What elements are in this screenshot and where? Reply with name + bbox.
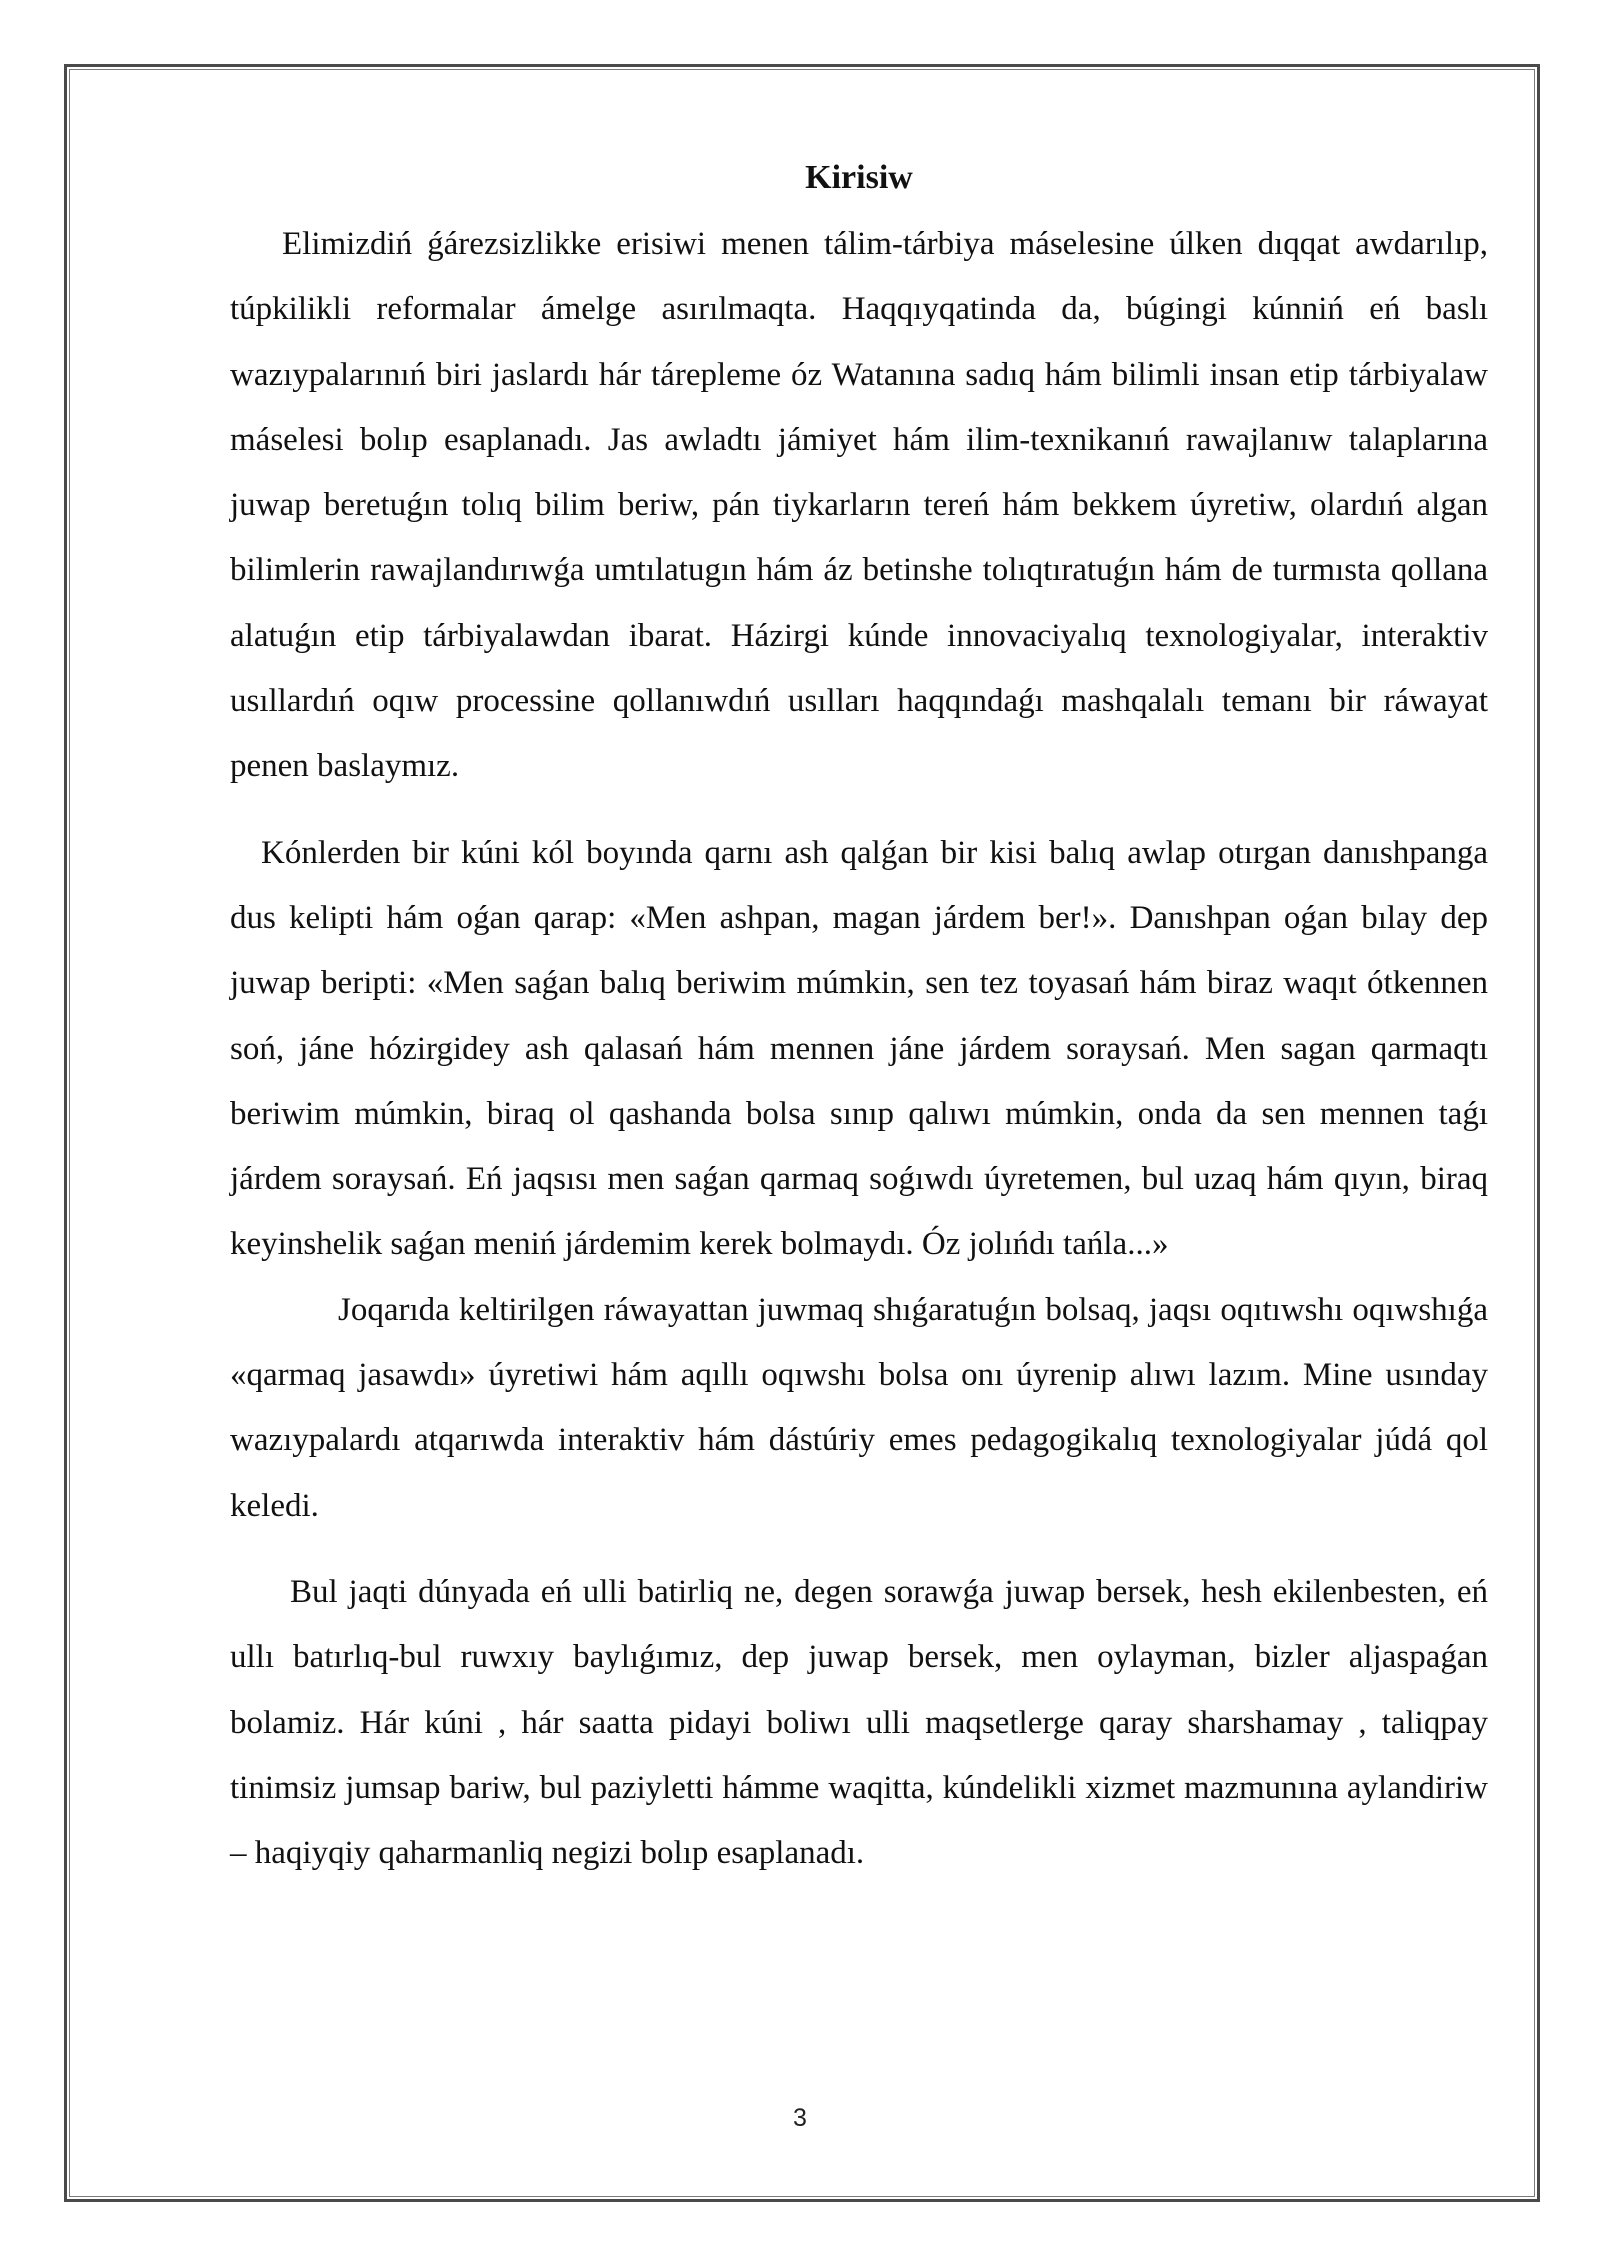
paragraph-story: Kónlerden bir kúni kól boyında qarnı ash qalǵan bir kisi balıq awlap otırgan danıshpanga dus kelipti hám oǵan qarap: «Men ashpan, magan járdem ber!». Danıshpan oǵan bılay dep juwap beripti: «Men saǵan balıq beriwim múmkin, sen tez toyasań hám biraz waqıt ótkennen soń, jáne hózirgidey ash qalasań hám mennen jáne járdem soraysań. Men sagan qarmaqtı beriwim múmkin, biraq ol qashanda bolsa sınıp qalıwı múmkin, onda da sen mennen taǵı járdem soraysań. Eń jaqsısı men saǵan qarmaq soǵıwdı úyretemen, bul uzaq hám qıyın, biraq keyinshelik saǵan meniń járdemim kerek bolmaydı. Óz jolıńdı tańla...» xyxy=(230,834,1488,1263)
document-body xyxy=(230,148,1488,1886)
paragraph-heroism: Bul jaqti dúnyada eń ulli batirliq ne, degen sorawǵa juwap bersek, hesh ekilenbesten, eń ullı batırlıq-bul ruwxıy baylıǵımız, dep juwap bersek, men oylayman, bizler aljaspaǵan bolamiz. Hár kúni , hár saatta pidayi boliwı ulli maqsetlerge qaray sharshamay , taliqpay tinimsiz jumsap bariw, bul paziyletti hámme waqitta, kúndelikli xizmet mazmunına aylandiriw – haqiyqiy qaharmanliq negizi bolıp esaplanadı. xyxy=(230,1573,1488,1872)
paragraph-conclusion: Joqarıda keltirilgen ráwayattan juwmaq shıǵaratuǵın bolsaq, jaqsı oqıtıwshı oqıwshıǵa «qarmaq jasawdı» úyretiwi hám aqıllı oqıwshı bolsa onı úyrenip alıwı lazım. Mine usınday wazıypalardı atqarıwda interaktiv hám dástúriy emes pedagogikalıq texnologiyalar júdá qol keledi. xyxy=(230,1291,1488,1524)
paragraph-introduction: Elimizdiń ǵárezsizlikke erisiwi menen tálim-tárbiya máselesine úlken dıqqat awdarılıp, túpkilikli reformalar ámelge asırılmaqta. Haqqıyqatinda da, búgingi kúnniń eń baslı wazıypalarınıń biri jaslardı hár tárepleme óz Watanına sadıq hám bilimli insan etip tárbiyalaw máselesi bolıp esaplanadı. Jas awladtı jámiyet hám ilim-texnikanıń rawajlanıw talaplarına juwap beretuǵın tolıq bilim beriw, pán tiykarların tereń hám bekkem úyretiw, olardıń algan bilimlerin rawajlandırıwǵa umtılatugın hám áz betinshe tolıqtıratuǵın hám de turmısta qollana alatuǵın etip tárbiyalawdan ibarat. Házirgi kúnde innovaciyalıq texnologiyalar, interaktiv usıllardıń oqıw processine qollanıwdıń usılları haqqındaǵı mashqalalı temanı bir ráwayat penen baslaymız. xyxy=(230,226,1488,785)
document-title: Kirisiw xyxy=(805,159,913,196)
page-number: 3 xyxy=(793,2104,807,2132)
